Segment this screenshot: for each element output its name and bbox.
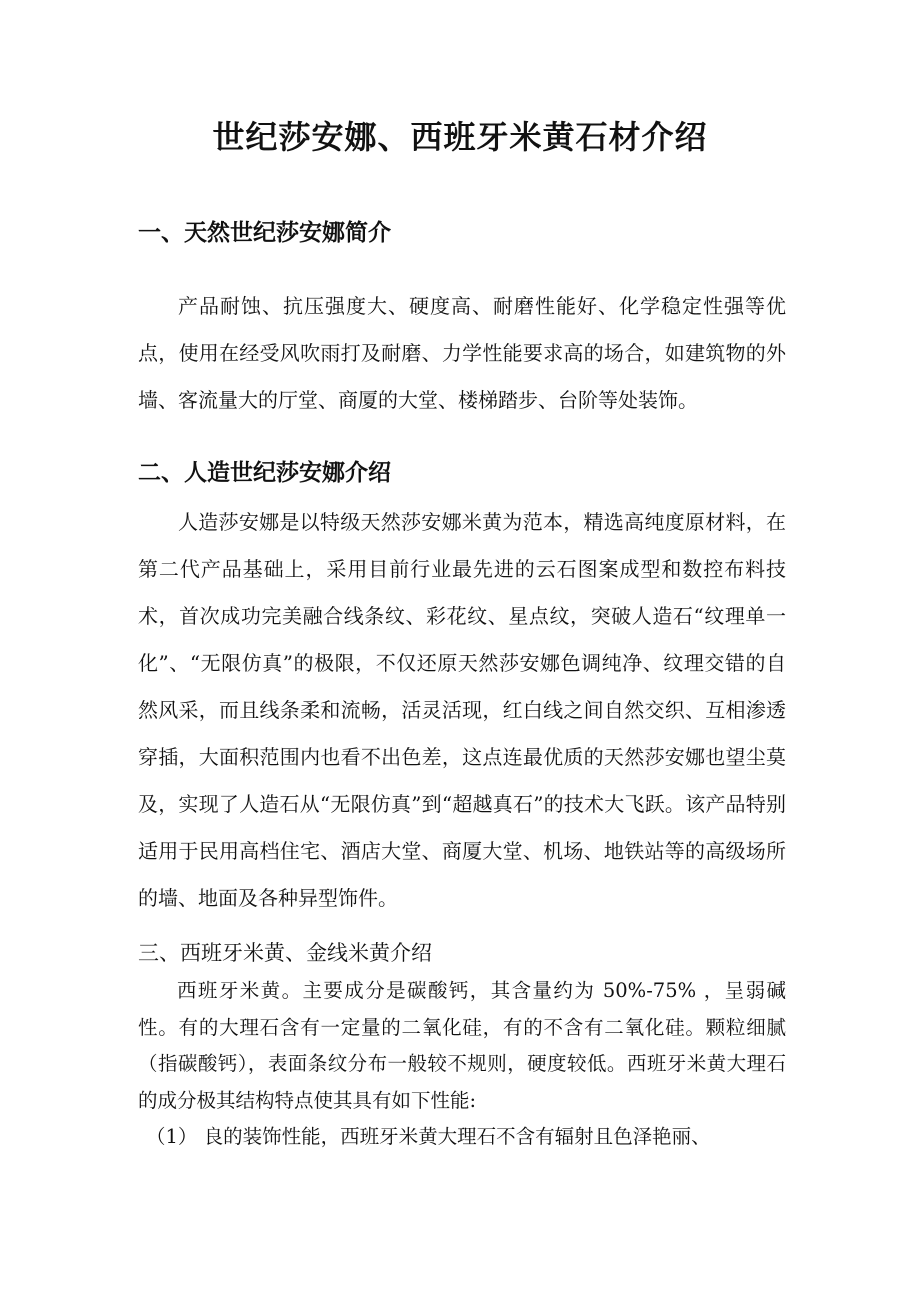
section-body-artificial: 人造莎安娜是以特级天然莎安娜米黄为范本，精选高纯度原材料，在第二代产品基础上，采用目前行业最先进的云石图案成型和数控布料技术，首次成功完美融合线条纹、彩花纹、星点纹，突破人造石“纹理单一化”、“无限仿真”的极限，不仅还原天然莎安娜色调纯净、纹理交错的自然风采，而且线条柔和流畅，活灵活现，红白线之间自然交织、互相渗透穿插，大面积范围内也看不出色差，这点连最优质的天然莎安娜也望尘莫及，实现了人造石从“无限仿真”到“超越真石”的技术大飞跃。该产品特别适用于民用高档住宅、酒店大堂、商厦大堂、机场、地铁站等的高级场所的墙、地面及各种异型饰件。 <box>138 510 786 910</box>
section-heading-spanish-beige: 三、西班牙米黄、金线米黄介绍 <box>138 941 432 965</box>
section-body-natural: 产品耐蚀、抗压强度大、硬度高、耐磨性能好、化学稳定性强等优点，使用在经受风吹雨打及耐磨、力学性能要求高的场合，如建筑物的外墙、客流量大的厅堂、商厦的大堂、楼梯踏步、台阶等处装饰。 <box>138 294 786 412</box>
section-heading-natural: 一、天然世纪莎安娜简介 <box>138 220 391 246</box>
document-title: 世纪莎安娜、西班牙米黄石材介绍 <box>212 118 708 156</box>
section-body-spanish-beige: 西班牙米黄。主要成分是碳酸钙，其含量约为 50%-75% ，呈弱碱性。有的大理石含有一定量的二氧化硅，有的不含有二氧化硅。颗粒细腻（指碳酸钙），表面条纹分布一般较不规则，硬度较低。西班牙米黄大理石的成分极其结构特点使其具有如下性能: <box>138 979 786 1112</box>
section-heading-artificial: 二、人造世纪莎安娜介绍 <box>138 460 391 486</box>
list-item-1: （1） 良的装饰性能，西班牙米黄大理石不含有辐射且色泽艳丽、 <box>146 1125 711 1148</box>
